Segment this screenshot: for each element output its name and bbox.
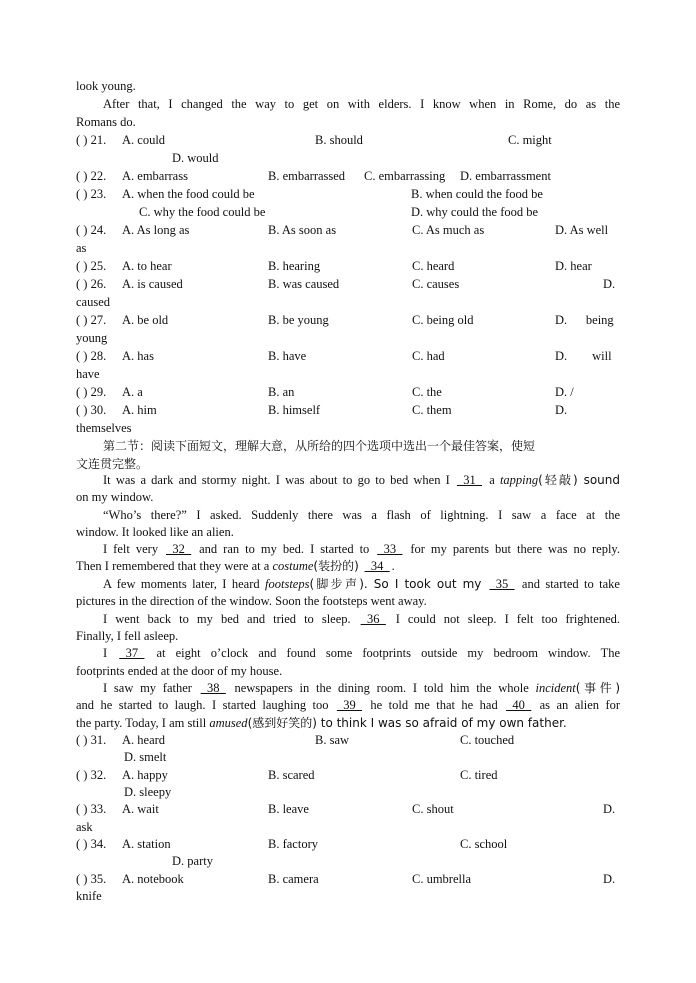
question-number: ( ) 29. (76, 385, 107, 399)
option-a: A. to hear (122, 259, 172, 273)
question-number: ( ) 34. (76, 837, 107, 851)
passage-line: I went back to my bed and tried to sleep. _36_ I could not sleep. I felt too frightened. (103, 612, 620, 626)
option-c: C. why the food could be (139, 205, 266, 219)
option-b: B. himself (268, 403, 321, 417)
option-d: D. why could the food be (411, 205, 539, 219)
option-a: A. notebook (122, 872, 184, 886)
question-number: ( ) 31. (76, 733, 107, 747)
option-c: C. touched (460, 733, 515, 747)
option-c: C. causes (412, 277, 460, 291)
section-heading: 第二节：阅读下面短文，理解大意，从所给的四个选项中选出一个最佳答案，使短 (103, 439, 536, 453)
blank-38: _38_ (200, 681, 226, 695)
option-d: D. embarrassment (460, 169, 551, 183)
option-d-continued: knife (76, 889, 102, 903)
option-b: B. when could the food be (411, 187, 543, 201)
option-a: A. heard (122, 733, 166, 747)
blank-37: _37_ (119, 646, 145, 660)
blank-34: _34_ (364, 559, 390, 573)
option-d-continued: ask (76, 820, 93, 834)
passage-line: Finally, I fell asleep. (76, 629, 179, 643)
option-a: A. has (122, 349, 154, 363)
option-a: A. As long as (122, 223, 190, 237)
option-a: A. station (122, 837, 171, 851)
question-number: ( ) 35. (76, 872, 107, 886)
option-d: D. smelt (124, 750, 167, 764)
option-c: C. the (412, 385, 442, 399)
option-a: A. happy (122, 768, 168, 782)
blank-35: _35_ (489, 577, 515, 591)
option-a: A. is caused (122, 277, 183, 291)
passage-line: I felt very _32_ and ran to my bed. I started to _33_ for my parents but there was no reply. (103, 542, 620, 556)
passage-line: window. It looked like an alien. (76, 525, 234, 539)
option-b: B. hearing (268, 259, 321, 273)
option-a: A. wait (122, 802, 159, 816)
option-b: B. have (268, 349, 307, 363)
option-c: C. shout (412, 802, 454, 816)
option-d: D. (603, 872, 616, 886)
option-d: D. hear (555, 259, 592, 273)
option-a: A. a (122, 385, 143, 399)
passage-line: I _37_ at eight o’clock and found some footprints outside my bedroom window. The (103, 646, 620, 660)
option-d-continued: young (76, 331, 108, 345)
question-number: ( ) 28. (76, 349, 107, 363)
option-a: A. him (122, 403, 157, 417)
passage-line: on my window. (76, 490, 154, 504)
text-line: look young. (76, 79, 136, 93)
option-a: A. could (122, 133, 166, 147)
blank-36: _36_ (360, 612, 386, 626)
question-number: ( ) 33. (76, 802, 107, 816)
blank-33: _33_ (377, 542, 403, 556)
option-d: D. will (555, 349, 612, 363)
option-c: C. them (412, 403, 452, 417)
question-number: ( ) 23. (76, 187, 107, 201)
section-heading-continued: 文连贯完整。 (76, 457, 149, 471)
question-number: ( ) 22. (76, 169, 107, 183)
option-c: C. school (460, 837, 508, 851)
option-d: D. (555, 403, 568, 417)
passage-line: Then I remembered that they were at a costume(装扮的) _34_ . (76, 559, 395, 573)
option-a: A. when the food could be (122, 187, 255, 201)
option-d-continued: themselves (76, 421, 132, 435)
option-b: B. embarrassed (268, 169, 346, 183)
passage-line: It was a dark and stormy night. I was about to go to bed when I _31_ a tapping(轻敲) sound (103, 473, 620, 487)
option-d: D. (603, 802, 616, 816)
option-d: D. would (172, 151, 219, 165)
passage-line: A few moments later, I heard footsteps(脚步声). So I took out my _35_ and started to take (103, 577, 620, 591)
question-number: ( ) 30. (76, 403, 107, 417)
option-c: C. had (412, 349, 445, 363)
option-c: C. umbrella (412, 872, 472, 886)
text-line: Romans do. (76, 115, 136, 129)
option-d: D. party (172, 854, 213, 868)
option-b: B. an (268, 385, 295, 399)
option-a: A. embarrass (122, 169, 188, 183)
option-c: C. might (508, 133, 552, 147)
option-c: C. heard (412, 259, 455, 273)
option-d: D. / (555, 385, 574, 399)
option-b: B. was caused (268, 277, 340, 291)
option-d-continued: have (76, 367, 100, 381)
option-b: B. As soon as (268, 223, 337, 237)
blank-39: _39_ (336, 698, 362, 712)
option-d-continued: as (76, 241, 87, 255)
passage-line: the party. Today, I am still amused(感到好笑的) to think I was so afraid of my own father. (76, 716, 567, 730)
blank-31: _31_ (457, 473, 483, 487)
question-number: ( ) 27. (76, 313, 107, 327)
blank-40: _40_ (506, 698, 532, 712)
passage-line: and he started to laugh. I started laughing too _39_ he told me that he had _40_ as an alien for (76, 698, 621, 712)
option-d: D. sleepy (124, 785, 172, 799)
option-c: C. tired (460, 768, 498, 782)
passage-line: “Who’s there?” I asked. Suddenly there was a flash of lightning. I saw a face at the (103, 508, 620, 522)
passage-line: I saw my father _38_ newspapers in the dining room. I told him the whole incident(事件) (103, 681, 620, 695)
option-b: B. camera (268, 872, 319, 886)
option-b: B. saw (315, 733, 350, 747)
question-number: ( ) 21. (76, 133, 107, 147)
option-c: C. embarrassing (364, 169, 446, 183)
option-c: C. As much as (412, 223, 485, 237)
blank-32: _32_ (166, 542, 192, 556)
text-line: After that, I changed the way to get on with elders. I know when in Rome, do as the (103, 97, 620, 111)
option-c: C. being old (412, 313, 474, 327)
option-b: B. leave (268, 802, 309, 816)
option-b: B. factory (268, 837, 318, 851)
option-b: B. should (315, 133, 363, 147)
option-b: B. be young (268, 313, 329, 327)
option-b: B. scared (268, 768, 315, 782)
option-d: D. being (555, 313, 614, 327)
question-number: ( ) 24. (76, 223, 107, 237)
question-number: ( ) 26. (76, 277, 107, 291)
passage-line: footprints ended at the door of my house. (76, 664, 283, 678)
passage-line: pictures in the direction of the window. Soon the footsteps went away. (76, 594, 427, 608)
option-a: A. be old (122, 313, 169, 327)
question-number: ( ) 32. (76, 768, 107, 782)
option-d: D. As well (555, 223, 609, 237)
question-number: ( ) 25. (76, 259, 107, 273)
option-d: D. (603, 277, 616, 291)
option-d-continued: caused (76, 295, 111, 309)
